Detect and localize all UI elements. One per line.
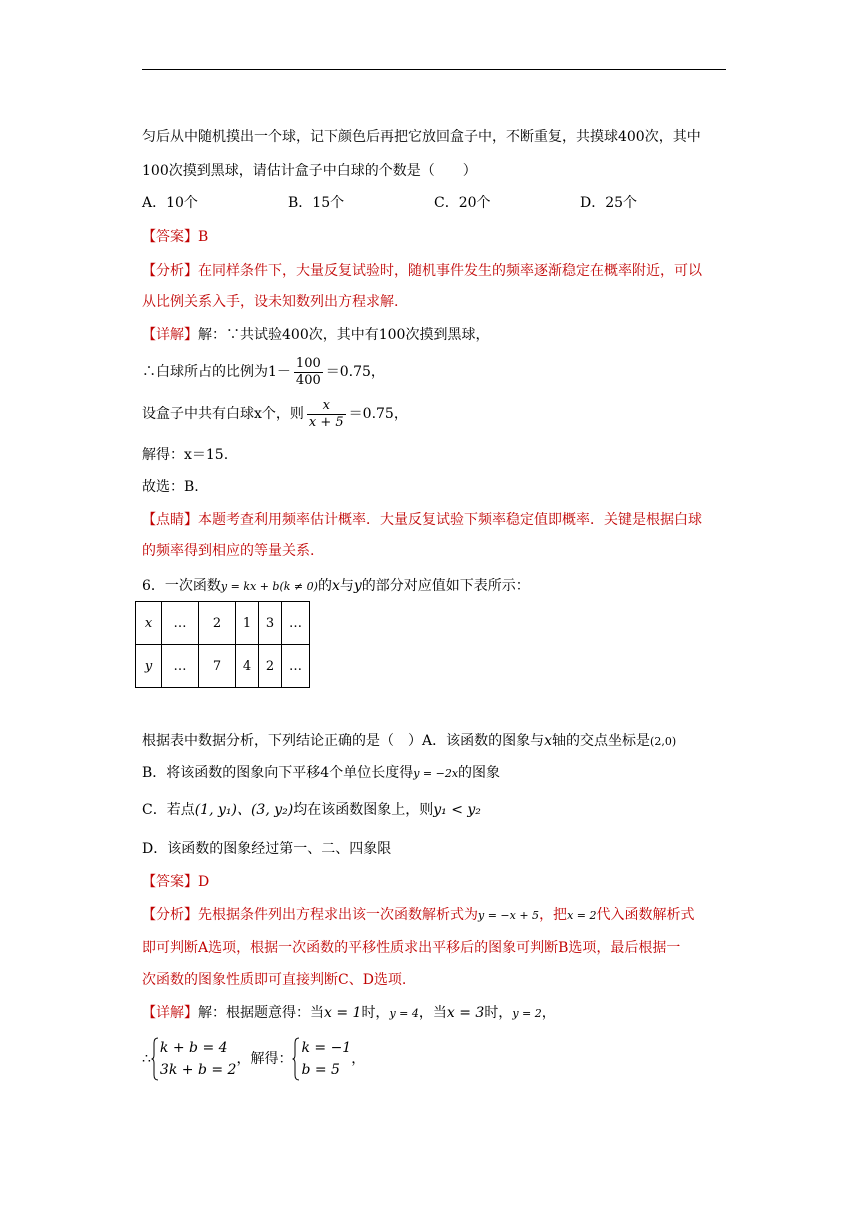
q6-option-c-pre: C．若点 [142, 802, 195, 818]
q5-detail-line2-post: ＝0.75， [325, 364, 385, 380]
q6-analysis-tag: 【分析】 [142, 907, 198, 923]
q5-comment-line1 [142, 510, 702, 530]
table-cell-head-y: y [136, 645, 162, 688]
equation-system-2 [292, 1037, 351, 1081]
q6-stem-y: y [353, 578, 362, 594]
q5-analysis-text1: 在同样条件下，大量反复试验时，随机事件发生的频率逐渐稳定在概率附近，可以 [198, 263, 702, 279]
table-cell: 4 [236, 645, 259, 688]
table-cell: 2 [259, 645, 282, 688]
q5-analysis-line1 [142, 261, 702, 281]
q6-option-a-x: x [544, 733, 553, 749]
q6-detail-l2-mid: ，解得： [236, 1051, 293, 1067]
q6-detail-tag: 【详解】 [142, 1005, 198, 1021]
q5-detail-tag: 【详解】 [142, 327, 198, 343]
q5-comment-tag: 【点睛】 [142, 512, 198, 528]
fraction-numerator: x [322, 397, 330, 413]
q6-lead-and-option-a [142, 731, 676, 752]
table-cell: 1 [236, 602, 259, 645]
header-rule [142, 69, 726, 70]
value-table [135, 601, 310, 688]
q5-analysis-tag: 【分析】 [142, 263, 198, 279]
table-row [136, 602, 310, 645]
q6-detail-t3: 时， [484, 1005, 513, 1021]
brace-icon [292, 1037, 300, 1081]
q6-option-b [142, 763, 500, 784]
fraction-100-400 [294, 356, 323, 389]
q5-detail-line2 [142, 354, 385, 390]
table-cell: … [282, 645, 310, 688]
q5-detail-line3-pre: 设盒子中共有白球x个，则 [142, 406, 304, 422]
q5-comment-text1: 本题考查利用频率估计概率．大量反复试验下频率稳定值即概率．关键是根据白球 [198, 512, 702, 528]
q6-detail-x2: x = 3 [446, 1005, 485, 1021]
fraction-denominator: x + 5 [308, 414, 344, 430]
q5-analysis-line2: 从比例关系入手，设未知数列出方程求解. [142, 294, 399, 310]
q6-option-a-point: (2,0) [650, 735, 677, 748]
brace-icon [151, 1037, 159, 1081]
q6-option-a-post: 轴的交点坐标是 [552, 733, 651, 749]
equation-row: b = 5 [301, 1062, 340, 1078]
q5-answer-tag: 【答案】 [142, 229, 198, 245]
q6-stem-and: 与 [339, 578, 354, 594]
q5-option-b: B．15个 [288, 195, 345, 211]
table-cell: 3 [259, 602, 282, 645]
q6-stem-post: 的部分对应值如下表所示： [361, 578, 530, 594]
q5-stem-line1: 匀后从中随机摸出一个球，记下颜色后再把它放回盒子中，不断重复，共摸球400次，其中 [142, 129, 701, 145]
q6-lead: 根据表中数据分析，下列结论正确的是（ ） [142, 733, 422, 749]
q6-analysis-line3: 次函数的图象性质即可直接判断C、D选项. [142, 972, 407, 988]
q5-option-c: C．20个 [434, 195, 491, 211]
q5-detail-line1 [142, 325, 489, 345]
q6-stem-pre: 6．一次函数 [142, 578, 221, 594]
table-cell: … [162, 645, 199, 688]
equation-row: k + b = 4 [159, 1040, 228, 1056]
q5-stem-line2: 100次摸到黑球，请估计盒子中白球的个数是（ ） [142, 163, 477, 179]
q6-stem-x: x [331, 578, 340, 594]
q6-detail-t1: 时， [361, 1005, 390, 1021]
table-cell: … [162, 602, 199, 645]
q5-comment-line2: 的频率得到相应的等量关系. [142, 543, 315, 559]
q6-detail-l1-pre: 解：根据题意得：当 [198, 1005, 324, 1021]
q5-detail-line3-post: ＝0.75， [348, 406, 408, 422]
q6-analysis-line2: 即可判断A选项，根据一次函数的平移性质求出平移后的图象可判断B选项，最后根据一 [142, 940, 681, 956]
q6-analysis-l1-mid: ，把 [539, 907, 568, 923]
q5-option-a: A．10个 [142, 195, 198, 211]
fraction-denominator: 400 [295, 372, 321, 388]
fraction-numerator: 100 [295, 355, 321, 371]
fraction-x-over-x-plus-5 [307, 398, 346, 431]
q6-detail-l2-end: ， [351, 1051, 366, 1067]
q6-detail-x1: x = 1 [324, 1005, 362, 1021]
q5-answer [142, 227, 208, 247]
equation-row: 3k + b = 2 [159, 1062, 237, 1078]
q6-option-c [142, 800, 481, 820]
q6-detail-y1: y = 4 [389, 1007, 419, 1020]
q6-answer [142, 872, 209, 892]
q6-analysis-function: y = −x + 5 [478, 909, 540, 922]
q6-detail-y2: y = 2 [512, 1007, 542, 1020]
q6-option-c-mid: 均在该函数图象上，则 [293, 802, 434, 818]
q6-analysis-x-value: x = 2 [567, 909, 597, 922]
table-cell: … [282, 602, 310, 645]
q6-option-c-points: (1, y₁)、(3, y₂) [194, 802, 294, 818]
q6-detail-line1 [142, 1003, 556, 1024]
q6-stem [142, 576, 530, 597]
table-cell: 7 [199, 645, 236, 688]
q5-option-d: D．25个 [580, 195, 638, 211]
q5-detail-line5: 故选：B. [142, 479, 199, 495]
q6-detail-l2-pre: ∴ [142, 1051, 151, 1067]
q6-answer-value: D [198, 874, 210, 890]
q6-option-b-function: y = −2x [413, 767, 459, 780]
q5-answer-value: B [198, 229, 209, 245]
q6-detail-end: ， [541, 1005, 556, 1021]
q5-detail-line3 [142, 396, 408, 432]
equation-row: k = −1 [301, 1040, 352, 1056]
q6-stem-function: y = kx + b(k ≠ 0) [220, 580, 318, 593]
q6-stem-mid: 的 [317, 578, 332, 594]
q6-option-a-pre: A．该函数的图象与 [422, 733, 545, 749]
q6-analysis-line1 [142, 905, 694, 926]
q6-detail-line2 [142, 1036, 365, 1082]
q6-analysis-l1-pre: 先根据条件列出方程求出该一次函数解析式为 [198, 907, 478, 923]
q6-option-d: D．该函数的图象经过第一、二、四象限 [142, 841, 392, 857]
q5-detail-line4: 解得：x＝15. [142, 447, 229, 463]
q5-detail-line2-pre: ∴白球所占的比例为1－ [142, 364, 291, 380]
table-cell-head-x: x [136, 602, 162, 645]
q5-detail-text1: 解：∵共试验400次，其中有100次摸到黑球， [198, 327, 490, 343]
table-row [136, 645, 310, 688]
q6-option-b-pre: B．将该函数的图象向下平移4个单位长度得 [142, 765, 414, 781]
equation-system-1 [151, 1037, 237, 1081]
q6-analysis-l1-post: 代入函数解析式 [596, 907, 695, 923]
q6-detail-t2: ，当 [418, 1005, 447, 1021]
q6-option-c-inequality: y₁ < y₂ [433, 802, 481, 818]
q6-answer-tag: 【答案】 [142, 874, 198, 890]
q6-option-b-post: 的图象 [458, 765, 501, 781]
table-cell: 2 [199, 602, 236, 645]
